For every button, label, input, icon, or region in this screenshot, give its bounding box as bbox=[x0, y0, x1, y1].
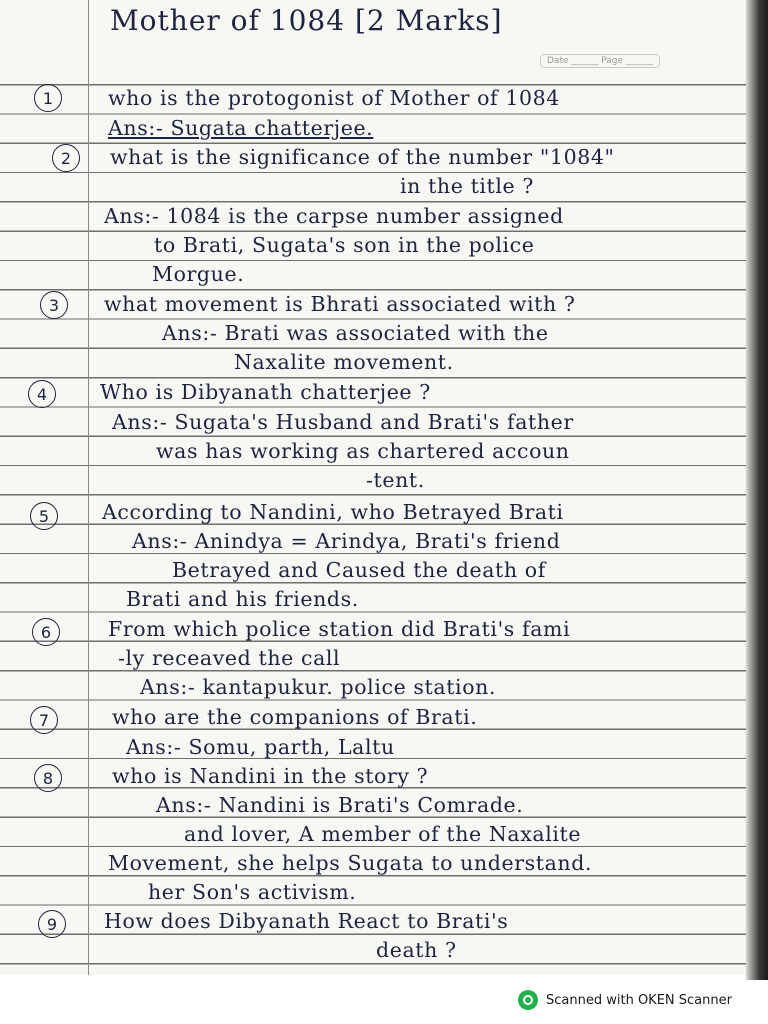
page-title: Mother of 1084 [2 Marks] bbox=[110, 4, 503, 37]
answer-text: to Brati, Sugata's son in the police bbox=[154, 233, 535, 257]
question-text: who are the companions of Brati. bbox=[112, 705, 478, 729]
answer-text: Ans:- Brati was associated with the bbox=[162, 321, 549, 345]
question-text: in the title ? bbox=[400, 174, 534, 198]
question-number: 9 bbox=[38, 910, 66, 938]
answer-text: Naxalite movement. bbox=[234, 350, 454, 374]
question-number: 6 bbox=[32, 618, 60, 646]
answer-text: Betrayed and Caused the death of bbox=[172, 558, 546, 582]
page-edge-shadow bbox=[746, 0, 768, 980]
question-text: -ly receaved the call bbox=[118, 646, 341, 670]
answer-text: Ans:- Sugata's Husband and Brati's father bbox=[112, 410, 574, 434]
answer-text: her Son's activism. bbox=[148, 880, 357, 904]
answer-text: Ans:- 1084 is the carpse number assigned bbox=[104, 204, 564, 228]
question-number: 8 bbox=[34, 764, 62, 792]
answer-text: Ans:- Nandini is Brati's Comrade. bbox=[156, 793, 524, 817]
question-text: who is the protogonist of Mother of 1084 bbox=[108, 86, 560, 110]
date-page-stamp: Date ______ Page ______ bbox=[540, 54, 660, 68]
question-number: 7 bbox=[30, 706, 58, 734]
answer-text: -tent. bbox=[366, 468, 425, 492]
question-text: From which police station did Brati's fami bbox=[108, 617, 571, 641]
answer-text: Ans:- Anindya = Arindya, Brati's friend bbox=[132, 529, 561, 553]
question-text: How does Dibyanath React to Brati's bbox=[104, 909, 509, 933]
answer-text: Brati and his friends. bbox=[126, 587, 359, 611]
answer-text: Ans:- Sugata chatterjee. bbox=[108, 116, 374, 140]
answer-text: Movement, she helps Sugata to understand. bbox=[108, 851, 593, 875]
answer-text: and lover, A member of the Naxalite bbox=[184, 822, 582, 846]
answer-text: Ans:- kantapukur. police station. bbox=[140, 675, 497, 699]
scanner-watermark bbox=[518, 990, 732, 1010]
question-number: 3 bbox=[40, 291, 68, 319]
question-text: death ? bbox=[376, 938, 457, 962]
question-text: who is Nandini in the story ? bbox=[112, 764, 429, 788]
question-number: 5 bbox=[30, 502, 58, 530]
answer-text: was has working as chartered accoun bbox=[156, 439, 570, 463]
question-number: 2 bbox=[52, 144, 80, 172]
scanner-text: Scanned with OKEN Scanner bbox=[546, 992, 732, 1008]
answer-text: Ans:- Somu, parth, Laltu bbox=[126, 735, 395, 759]
oken-scanner-icon bbox=[518, 990, 538, 1010]
question-number: 1 bbox=[34, 84, 62, 112]
margin-line bbox=[88, 0, 89, 975]
question-number: 4 bbox=[28, 380, 56, 408]
answer-text: Morgue. bbox=[152, 262, 245, 286]
question-text: what is the significance of the number "1084" bbox=[110, 145, 615, 169]
question-text: what movement is Bhrati associated with ? bbox=[104, 292, 576, 316]
question-text: Who is Dibyanath chatterjee ? bbox=[100, 380, 431, 404]
question-text: According to Nandini, who Betrayed Brati bbox=[102, 500, 564, 524]
